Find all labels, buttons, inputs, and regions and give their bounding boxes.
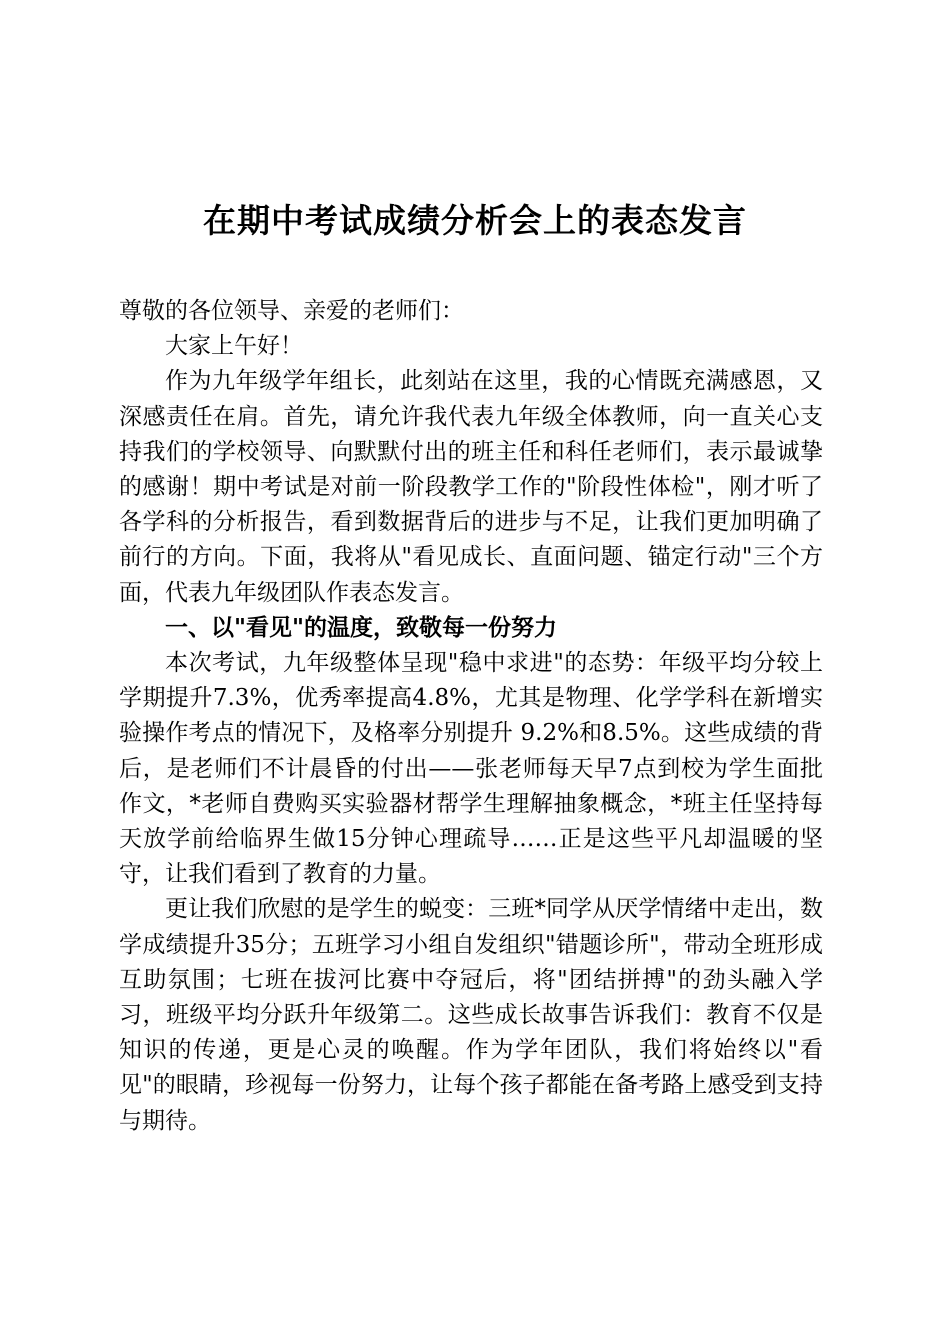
intro-paragraph: 作为九年级学年组长，此刻站在这里，我的心情既充满感恩，又深感责任在肩。首先，请允许我代表九年级全体教师，向一直关心支持我们的学校领导、向默默付出的班主任和科任老师们，表示最诚挚的感谢！期中考试是对前一阶段教学工作的"阶段性体检"，刚才听了各学科的分析报告，看到数据背后的进步与不足，让我们更加明确了前行的方向。下面，我将从"看见成长、直面问题、锚定行动"三个方面，代表九年级团队作表态发言。 bbox=[119, 368, 823, 606]
section-paragraph: 更让我们欣慰的是学生的蜕变：三班*同学从厌学情绪中走出，数学成绩提升35分；五班学习小组自发组织"错题诊所"，带动全班形成互助氛围；七班在拔河比赛中夺冠后，将"团结拼搏"的劲头融入学习，班级平均分跃升年级第二。这些成长故事告诉我们：教育不仅是知识的传递，更是心灵的唤醒。作为学年团队，我们将始终以"看见"的眼睛，珍视每一份努力，让每个孩子都能在备考路上感受到支持与期待。 bbox=[119, 896, 823, 1134]
section-paragraph: 本次考试，九年级整体呈现"稳中求进"的态势：年级平均分较上学期提升7.3%，优秀率提高4.8%，尤其是物理、化学学科在新增实验操作考点的情况下，及格率分别提升 9.2%和8.5%。这些成绩的背后，是老师们不计晨昏的付出——张老师每天早7点到校为学生面批作文，*老师自费购买实验器材帮学生理解抽象概念，*班主任坚持每天放学前给临界生做15分钟心理疏导……正是这些平凡却温暖的坚守，让我们看到了教育的力量。 bbox=[119, 650, 823, 888]
document-body bbox=[119, 294, 823, 1139]
greeting: 大家上午好！ bbox=[165, 333, 303, 360]
salutation: 尊敬的各位领导、亲爱的老师们： bbox=[119, 298, 464, 324]
document-title: 在期中考试成绩分析会上的表态发言 bbox=[203, 201, 747, 240]
section-heading: 一、以"看见"的温度，致敬每一份努力 bbox=[165, 614, 557, 641]
